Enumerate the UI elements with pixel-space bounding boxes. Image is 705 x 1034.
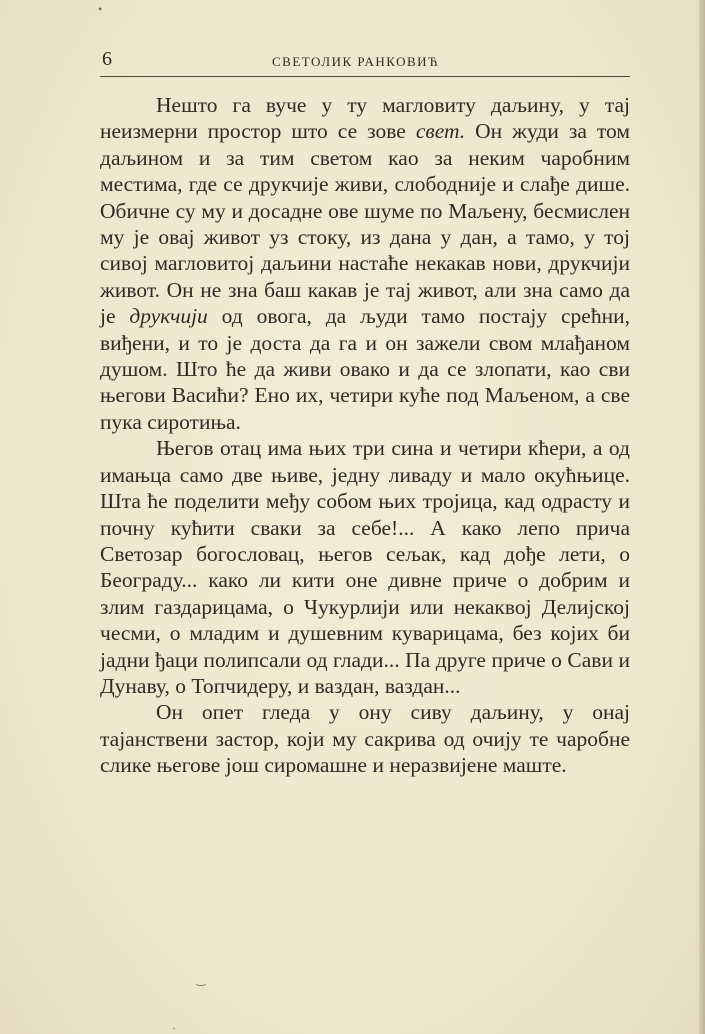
paragraph-2: Његов отац има њих три сина и четири кћери, а од имањца само две њиве, једну ливаду и мало окућњице. Шта ће поделити међу собом њих тројица, кад одрасту и почну кућити сваки за себе!... А како лепо прича Светозар богословац, његов сељак, кад дође лети, о Београду... како ли кити оне дивне приче о добрим и злим газдарицама, о Чукурлији или некаквој Делијској чесми, о младим и душевним куварицама, без којих би јадни ђаци полипсали од глади... Па друге приче о Сави и Дунаву, о Топчидеру, и ваздан, ваздан... — [100, 436, 630, 698]
print-speck: ˎ — [172, 1016, 176, 1030]
paragraph-1-part-1: Нешто га вуче у ту магловиту даљину, у тај неизмерни простор што се зове — [100, 93, 630, 144]
print-speck: ‿ — [196, 972, 206, 986]
print-speck: • — [98, 2, 103, 16]
page-number: 6 — [102, 48, 112, 70]
paragraph-1-emphasis-svet: свет. — [415, 119, 466, 144]
paragraph-1 — [100, 92, 630, 435]
running-head: СВЕТОЛИК РАНКОВИЋ — [272, 54, 440, 69]
paragraph-1-part-2: Он жуди за том даљином и за тим светом као за неким чаробним местима, где се друкчије живи, слободније и слађе дише. Обичне су му и досадне ове шуме по Маљену, бесмислен му је овај живот уз стоку, из дана у дан, а тамо, у тој сивој магловитој даљини настаће некакав нови, друкчији живот. Он не зна баш какав је тај живот, али зна само да је — [100, 119, 630, 329]
paragraph-3: Он опет гледа у ону сиву даљину, у онај тајанствени застор, који му сакрива од очију те чаробне слике његове још сиромашне и неразвијене маште. — [100, 700, 630, 778]
header-rule — [100, 76, 630, 77]
page-header — [100, 46, 630, 76]
paragraph-1-emphasis-drukchiji: друкчији — [129, 304, 208, 329]
body-text — [100, 92, 630, 779]
page-spine-edge — [699, 0, 705, 1034]
paragraph-1-part-3: од овога, да људи тамо постају срећни, виђени, и то је доста да га и он зажели свом млађаном душом. Што ће да живи овако и да се злопати, као сви његови Васићи? Ено их, четири куће под Маљеном, а све пука сиротиња. — [100, 304, 630, 434]
